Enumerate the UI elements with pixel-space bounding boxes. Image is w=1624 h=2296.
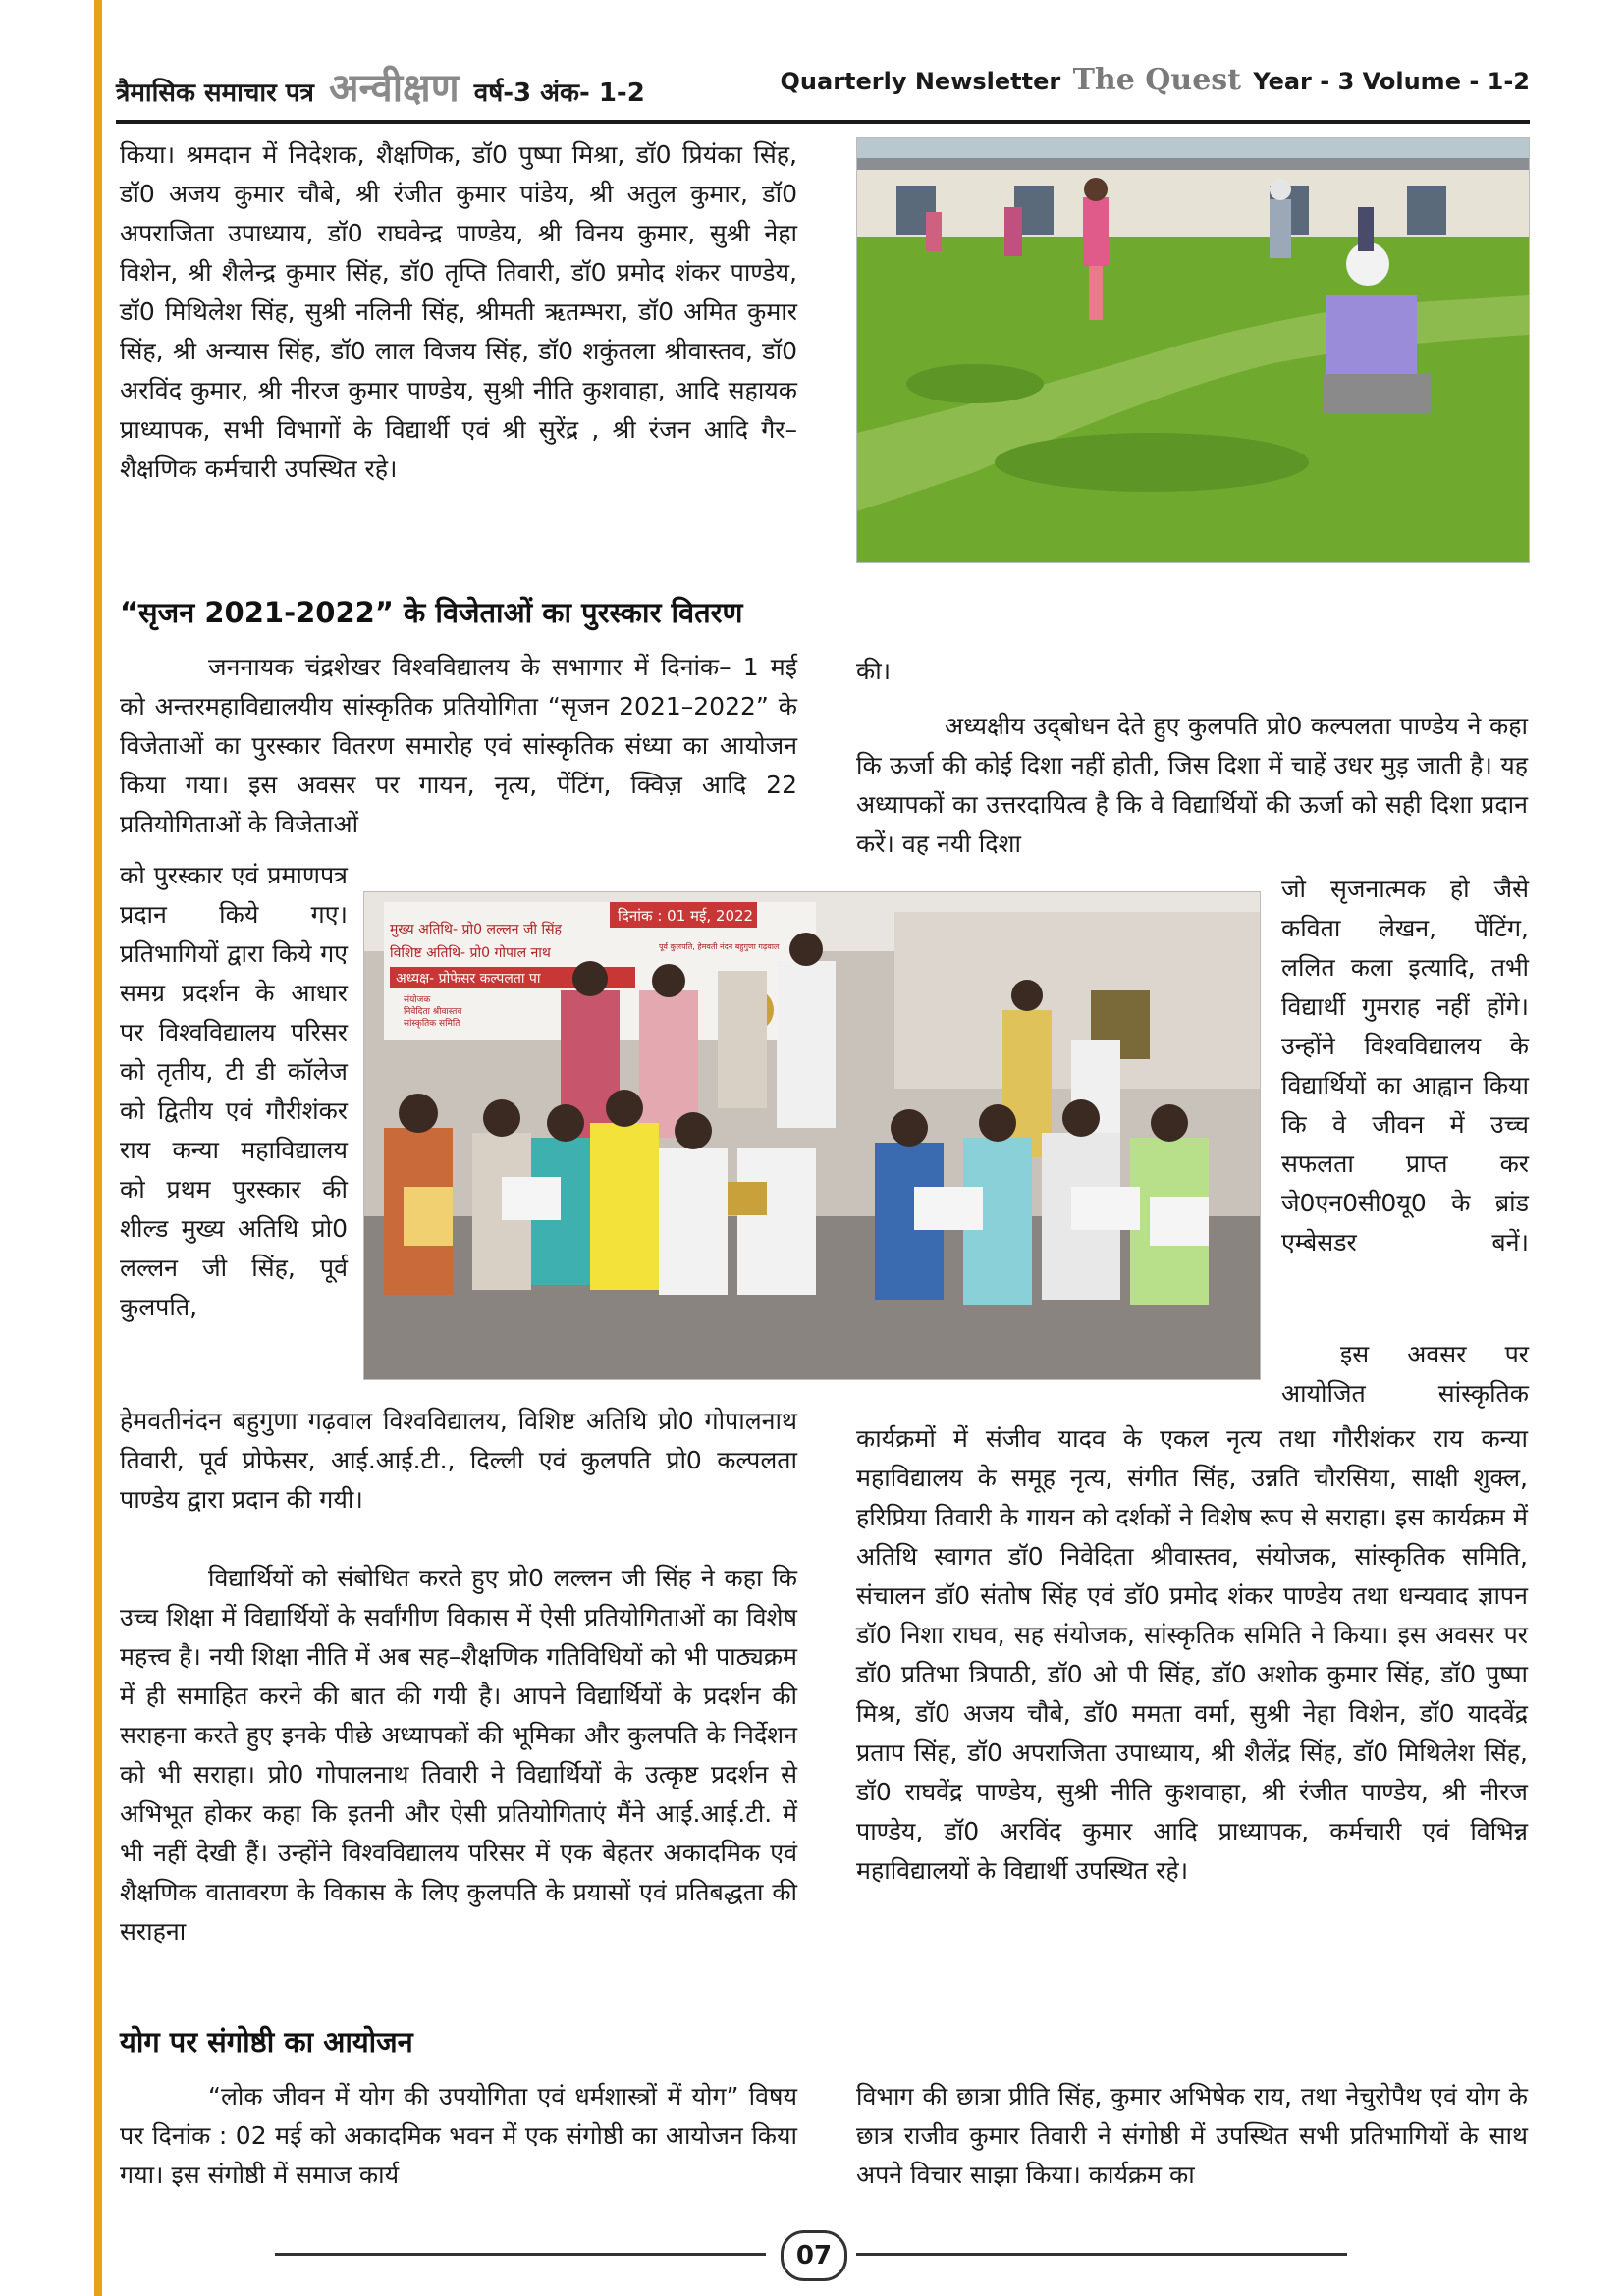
cultural-programs-paragraph: कार्यक्रमों में संजीव यादव के एकल नृत्य तथा गौरीशंकर राय कन्या महाविद्यालय के समूह नृत्य, संगीत सिंह, उन्नति चौरसिया, साक्षी शुक्ल, हरिप्रिया तिवारी के गायन को दर्शकों ने विशेष रूप से सराहा। इस कार्यक्रम में अतिथि स्वागत डॉ0 निवेदिता श्रीवास्तव, संयोजक, सांस्कृतिक समिति, संचालन डॉ0 संतोष सिंह एवं डॉ0 प्रमोद शंकर पाण्डेय तथा धन्यवाद ज्ञापन डॉ0 निशा राघव, सह संयोजक, सांस्कृतिक समिति ने किया। इस अवसर पर डॉ0 प्रतिभा त्रिपाठी, डॉ0 ओ पी सिंह, डॉ0 अशोक कुमार सिंह, डॉ0 पुष्पा मिश्र, डॉ0 अजय चौबे, डॉ0 ममता वर्मा, सुश्री नेहा विशेन, डॉ0 यादवेंद्र प्रताप सिंह, डॉ0 अपराजिता उपाध्याय, श्री शैलेंद्र सिंह, डॉ0 मिथिलेश सिंह, डॉ0 राघवेंद्र पाण्डेय, सुश्री नीति कुशवाहा, श्री रंजीत पाण्डेय, श्री नीरज पाण्डेय, डॉ0 अरविंद कुमार आदि प्राध्यापक, कर्मचारी एवं विभिन्न महाविद्यालयों के विद्यार्थी उपस्थित रहे। bbox=[856, 1424, 1528, 1885]
header-hindi-brand: अन्वीक्षण bbox=[328, 66, 460, 111]
header-hindi-issue: वर्ष-3 अंक- 1-2 bbox=[473, 79, 645, 108]
vc-address-paragraph: अध्यक्षीय उद्‌बोधन देते हुए कुलपति प्रो0 कल्पलता पाण्डेय ने कहा कि ऊर्जा की कोई दिशा नहीं होती, जिस दिशा में चाहें उधर मुड़ जाती है। यह अध्यापकों का उत्तरदायित्व है कि वे विद्यार्थियों की ऊर्जा को सही दिशा प्रदान करें। वह नयी दिशा bbox=[856, 712, 1528, 858]
banner-small-2: संयोजक bbox=[404, 995, 431, 1005]
cultural-intro-paragraph: इस अवसर पर आयोजित सांस्कृतिक bbox=[1281, 1340, 1529, 1408]
page-header bbox=[116, 49, 1530, 111]
header-english bbox=[781, 63, 1530, 97]
banner-small-3: निवेदिता श्रीवास्तव bbox=[404, 1007, 462, 1017]
award-continued bbox=[120, 1402, 797, 1520]
yoga-right-paragraph: विभाग की छात्रा प्रीति सिंह, कुमार अभिषेक राय, तथा नेचुरोपैथ एवं योग के छात्र राजीव कुमार तिवारी ने संगोष्ठी में उपस्थित सभी प्रतिभागियों के साथ अपने विचार साझा किया। कार्यक्रम का bbox=[856, 2082, 1528, 2189]
cultural-intro bbox=[1281, 1335, 1529, 1414]
award-speech bbox=[120, 1559, 797, 1951]
banner-chief-guest: मुख्य अतिथि- प्रो0 लल्लन जी सिंह bbox=[390, 922, 562, 937]
vc-narrow bbox=[1281, 870, 1529, 1262]
photo-award-image bbox=[364, 892, 1260, 1379]
award-intro bbox=[120, 648, 797, 844]
header-english-brand: The Quest bbox=[1072, 63, 1242, 97]
photo-award-ceremony bbox=[363, 891, 1261, 1380]
header-hindi bbox=[116, 59, 645, 113]
award-narrow bbox=[120, 856, 348, 1327]
right-ki bbox=[856, 652, 1528, 691]
page-number: 07 bbox=[781, 2230, 847, 2281]
yoga-left bbox=[120, 2077, 797, 2195]
header-rule bbox=[116, 120, 1530, 124]
right-ki-paragraph: की। bbox=[856, 657, 892, 685]
header-english-label: Quarterly Newsletter bbox=[780, 68, 1061, 95]
photo-plantation-image bbox=[857, 138, 1529, 562]
award-narrow-paragraph: को पुरस्कार एवं प्रमाणपत्र प्रदान किये गए। प्रतिभागियों द्वारा किये गए समग्र प्रदर्शन के आधार पर विश्वविद्यालय परिसर को तृतीय, टी डी कॉलेज को द्वितीय एवं गौरीशंकर राय कन्या महाविद्यालय को प्रथम पुरस्कार की शील्ड मुख्य अतिथि प्रो0 लल्लन जी सिंह, पूर्व कुलपति, bbox=[120, 861, 348, 1321]
yoga-right bbox=[856, 2077, 1528, 2195]
footer-rule-left bbox=[275, 2253, 766, 2256]
photo-plantation bbox=[856, 137, 1530, 563]
yoga-left-paragraph: “लोक जीवन में योग की उपयोगिता एवं धर्मशास्त्रों में योग” विषय पर दिनांक : 02 मई को अकादमिक भवन में एक संगोष्ठी का आयोजन किया गया। इस संगोष्ठी में समाज कार्य bbox=[120, 2082, 797, 2189]
header-english-issue: Year - 3 Volume - 1-2 bbox=[1253, 68, 1530, 95]
banner-president: अध्यक्ष- प्रोफेसर कल्पलता पा bbox=[396, 971, 541, 987]
shramdan-text bbox=[120, 135, 797, 489]
banner-special-guest: विशिष्ट अतिथि- प्रो0 गोपाल नाथ bbox=[390, 945, 551, 961]
footer-rule-right bbox=[856, 2253, 1347, 2256]
award-intro-paragraph: जननायक चंद्रशेखर विश्वविद्यालय के सभागार में दिनांक– 1 मई को अन्तरमहाविद्यालयीय सांस्कृतिक प्रतियोगिता “सृजन 2021–2022” के विजेताओं का पुरस्कार वितरण समारोह एवं सांस्कृतिक संध्या का आयोजन किया गया। इस अवसर पर गायन, नृत्य, पेंटिंग, क्विज़ आदि 22 प्रतियोगिताओं के विजेताओं bbox=[120, 653, 797, 838]
page-left-border bbox=[94, 0, 102, 2296]
banner-small-1: पूर्व कुलपति, हेमवती नंदन बहुगुणा गढ़वाल bbox=[659, 942, 780, 951]
shramdan-paragraph: किया। श्रमदान में निदेशक, शैक्षणिक, डॉ0 पुष्पा मिश्रा, डॉ0 प्रियंका सिंह, डॉ0 अजय कुमार चौबे, श्री रंजीत कुमार पांडेय, श्री अतुल कुमार, डॉ0 अपराजिता उपाध्याय, डॉ0 राघवेन्द्र पाण्डेय, श्री विनय कुमार, सुश्री नेहा विशेन, श्री शैलेन्द्र कुमार सिंह, डॉ0 तृप्ति तिवारी, डॉ0 प्रमोद शंकर पाण्डेय, डॉ0 मिथिलेश सिंह, सुश्री नलिनी सिंह, श्रीमती ऋतम्भरा, डॉ0 अमित कुमार सिंह, श्री अन्यास सिंह, डॉ0 लाल विजय सिंह, डॉ0 शकुंतला श्रीवास्तव, डॉ0 अरविंद कुमार, श्री नीरज कुमार पाण्डेय, सुश्री नीति कुशवाहा, आदि सहायक प्राध्यापक, सभी विभागों के विद्यार्थी एवं श्री सुरेंद्र , श्री रंजन आदि गैर–शैक्षणिक कर्मचारी उपस्थित रहे। bbox=[120, 140, 797, 483]
vc-narrow-paragraph: जो सृजनात्मक हो जैसे कविता लेखन, पेंटिंग, ललित कला इत्यादि, तभी विद्यार्थी गुमराह नहीं होंगे। उन्होंने विश्वविद्यालय के विद्यार्थियों का आह्वान किया कि वे जीवन में उच्च सफलता प्राप्त कर जे0एन0सी0यू0 के ब्रांड एम्बेसडर बनें। bbox=[1281, 875, 1529, 1256]
banner-small-4: सांस्कृतिक समिति bbox=[404, 1019, 460, 1029]
banner-date: दिनांक : 01 मई, 2022 bbox=[618, 907, 754, 925]
award-continued-paragraph: हेमवतीनंदन बहुगुणा गढ़वाल विश्वविद्यालय, विशिष्ट अतिथि प्रो0 गोपालनाथ तिवारी, पूर्व प्रोफेसर, आई.आई.टी., दिल्ली एवं कुलपति प्रो0 कल्पलता पाण्डेय द्वारा प्रदान की गयी। bbox=[120, 1407, 797, 1514]
vc-address bbox=[856, 707, 1528, 864]
award-speech-paragraph: विद्यार्थियों को संबोधित करते हुए प्रो0 लल्लन जी सिंह ने कहा कि उच्च शिक्षा में विद्यार्थियों के सर्वांगीण विकास में ऐसी प्रतियोगिताओं का विशेष महत्त्व है। नयी शिक्षा नीति में अब सह–शैक्षणिक गतिविधियों को भी पाठ्यक्रम में ही समाहित करने की बात की गयी है। आपने विद्यार्थियों के प्रदर्शन की सराहना करते हुए इनके पीछे अध्यापकों की भूमिका और कुलपति के निर्देशन को भी सराहा। प्रो0 गोपालनाथ तिवारी ने विद्यार्थियों के उत्कृष्ट प्रदर्शन से अभिभूत होकर कहा कि इतनी और ऐसी प्रतियोगिताएं मैंने आई.आई.टी. में भी नहीं देखी हैं। उन्होंने विश्वविद्यालय परिसर में एक बेहतर अकादमिक एवं शैक्षणिक वातावरण के विकास के लिए कुलपति के प्रयासों एवं प्रतिबद्धता की सराहना bbox=[120, 1564, 797, 1946]
heading-yoga-seminar: योग पर संगोष्ठी का आयोजन bbox=[120, 2025, 413, 2058]
cultural-programs bbox=[856, 1419, 1528, 1891]
heading-srijan-award: “सृजन 2021-2022” के विजेताओं का पुरस्कार वितरण bbox=[120, 596, 743, 629]
header-hindi-label: त्रैमासिक समाचार पत्र bbox=[116, 79, 314, 108]
